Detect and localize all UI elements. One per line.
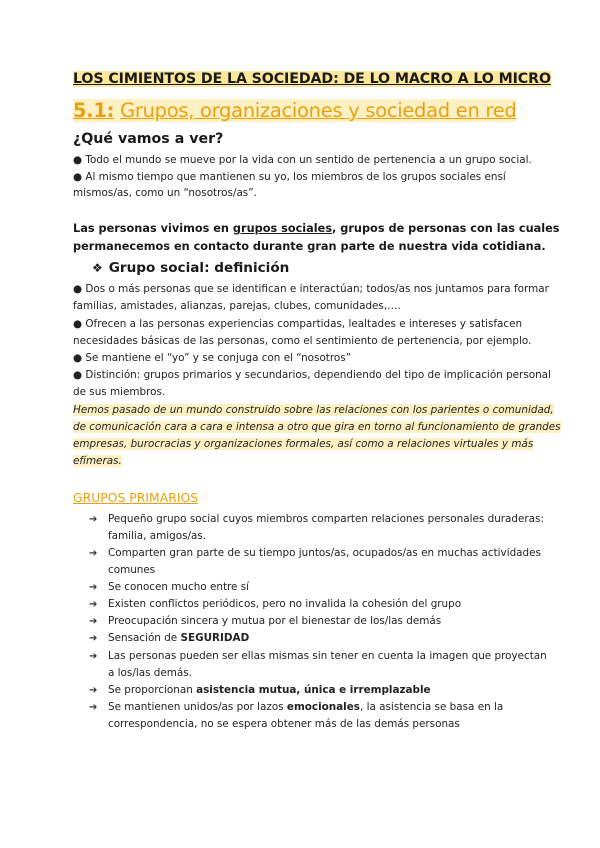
statement-line: [73, 222, 560, 235]
arrow-bullet-icon: ➔: [89, 633, 98, 644]
list-item: [108, 632, 249, 644]
list-item-continuation: comunes: [108, 564, 156, 576]
list-item: [108, 684, 431, 696]
list-item-continuation: a los/las demás.: [108, 667, 192, 679]
arrow-bullet-icon: ➔: [89, 582, 98, 593]
list-item: [108, 701, 503, 713]
definition-heading-text: Grupo social: definición: [108, 260, 290, 276]
item-bold-text: SEGURIDAD: [180, 632, 250, 644]
definition-line: familias, amistades, alianzas, parejas, clubes, comunidades,….: [73, 300, 401, 312]
arrow-bullet-icon: ➔: [89, 702, 98, 713]
definition-line: de sus miembros.: [73, 386, 166, 398]
highlight-line: efímeras.: [73, 455, 122, 467]
intro-heading: ¿Qué vamos a ver?: [73, 131, 224, 147]
list-item-continuation: familia, amigos/as.: [108, 530, 207, 542]
arrow-bullet-icon: ➔: [89, 616, 98, 627]
intro-bullet: ● Todo el mundo se mueve por la vida con un sentido de pertenencia a un grupo social.: [73, 154, 532, 166]
groups-link: grupos sociales: [232, 222, 333, 235]
definition-line: ● Se mantiene el “yo” y se conjuga con el “nosotros”: [73, 352, 352, 364]
highlight-line: de comunicación cara a cara e intensa a otro que gira en torno al funcionamiento de grandes: [73, 421, 561, 433]
definition-heading: [92, 260, 289, 276]
statement-text: , grupos de personas con las cuales: [332, 222, 560, 235]
arrow-bullet-icon: ➔: [89, 548, 98, 559]
definition-line: ● Dos o más personas que se identifican e interactúan; todos/as nos juntamos para formar: [73, 283, 549, 295]
definition-line: ● Ofrecen a las personas experiencias compartidas, lealtades e intereses y satisfacen: [73, 318, 523, 330]
item-text: Se proporcionan: [108, 684, 197, 696]
item-text: Sensación de: [108, 632, 181, 644]
list-item-continuation: correspondencia, no se espera obtener más de las demás personas: [108, 718, 460, 730]
diamond-bullet-icon: ❖: [92, 261, 103, 275]
statement-text: Las personas vivimos en: [73, 222, 233, 235]
section-title: [73, 99, 516, 122]
list-item: Las personas pueden ser ellas mismas sin tener en cuenta la imagen que proyectan: [108, 650, 547, 662]
section-heading-text: Grupos, organizaciones y sociedad en red: [120, 99, 517, 122]
item-text: Se mantienen unidos/as por lazos: [108, 701, 287, 713]
highlight-line: empresas, burocracias y organizaciones formales, así como a relaciones virtuales y más: [73, 438, 534, 450]
intro-bullet: ● Al mismo tiempo que mantienen su yo, los miembros de los grupos sociales ensí: [73, 171, 506, 183]
item-bold-text: asistencia mutua, única e irremplazable: [196, 684, 431, 696]
list-item: Comparten gran parte de su tiempo juntos/as, ocupados/as en muchas actividades: [108, 547, 541, 559]
arrow-bullet-icon: ➔: [89, 685, 98, 696]
arrow-bullet-icon: ➔: [89, 514, 98, 525]
intro-bullet-continuation: mismos/as, como un “nosotros/as”.: [73, 187, 257, 199]
list-item: Existen conflictos periódicos, pero no invalida la cohesión del grupo: [108, 598, 462, 610]
arrow-bullet-icon: ➔: [89, 599, 98, 610]
definition-line: ● Distinción: grupos primarios y secundarios, dependiendo del tipo de implicación personal: [73, 369, 551, 381]
list-item: Pequeño grupo social cuyos miembros comparten relaciones personales duraderas:: [108, 513, 544, 525]
list-item: Se conocen mucho entre sí: [108, 581, 250, 593]
arrow-bullet-icon: ➔: [89, 651, 98, 662]
item-bold-text: emocionales: [286, 701, 360, 713]
section-number: 5.1:: [73, 99, 115, 122]
list-item: Preocupación sincera y mutua por el bienestar de los/las demás: [108, 615, 442, 627]
highlight-line: Hemos pasado de un mundo construido sobre las relaciones con los parientes o comunidad,: [73, 404, 554, 416]
item-text: , la asistencia se basa en la: [359, 701, 504, 713]
definition-line: necesidades básicas de las personas, como el sentimiento de pertenencia, por ejemplo.: [73, 335, 532, 347]
primary-groups-title: GRUPOS PRIMARIOS: [73, 490, 199, 505]
statement-line: permanecemos en contacto durante gran parte de nuestra vida cotidiana.: [73, 240, 546, 253]
main-title: LOS CIMIENTOS DE LA SOCIEDAD: DE LO MACRO A LO MICRO: [73, 71, 551, 87]
